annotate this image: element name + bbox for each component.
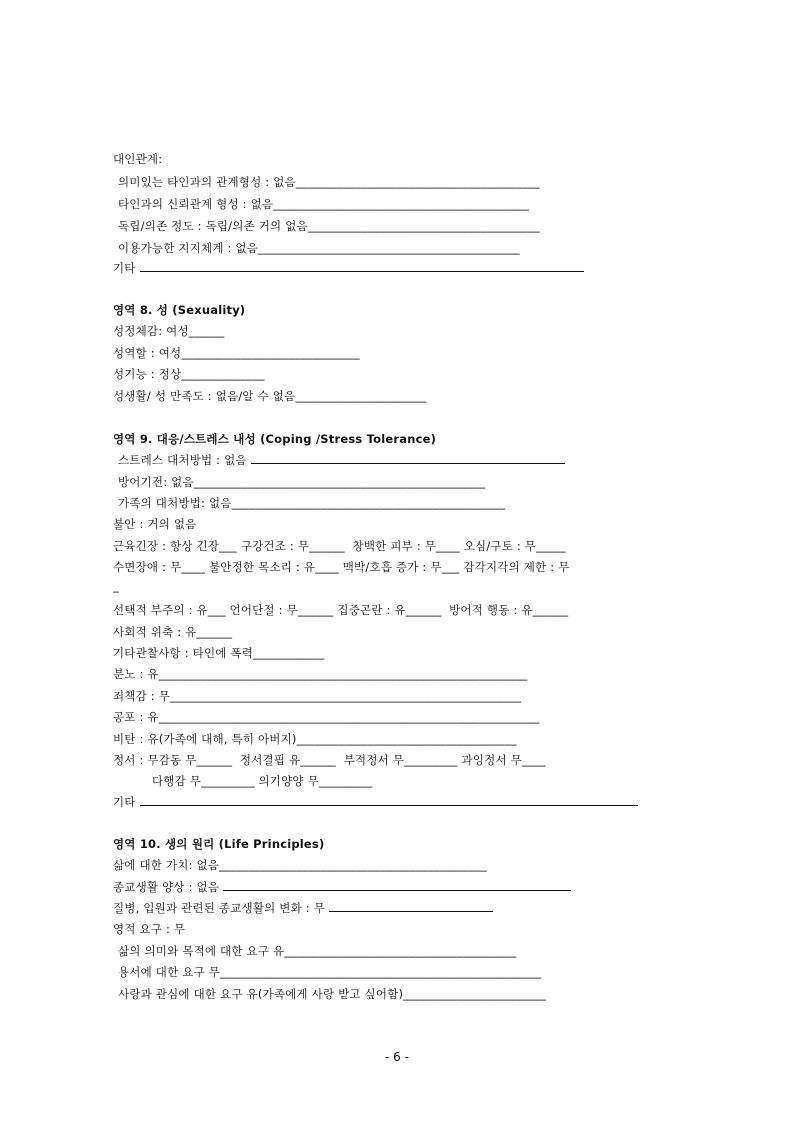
coping-stress bbox=[118, 452, 565, 468]
spiritual-need-item: 사랑과 관심에 대한 요구 유(가족에게 사랑 받고 싶어함)________________________ bbox=[118, 987, 546, 1001]
section-heading-10: 영역 10. 생의 원리 (Life Principles) bbox=[113, 837, 325, 851]
coping-line: 방어기전: 없음_________________________________________________ bbox=[118, 475, 486, 489]
coping-line: 근육긴장 : 항상 긴장___ 구강건조 : 무______ 창백한 피부 : 무____ 오심/구토 : 무_____ bbox=[113, 539, 566, 553]
coping-line: 선택적 부주의 : 유___ 언어단절 : 무______ 집중곤란 : 유______ 방어적 행동 : 유______ bbox=[113, 603, 569, 617]
blank-rule bbox=[140, 794, 638, 806]
interpersonal-line: 타인과의 신뢰관계 형성 : 없음___________________________________________ bbox=[118, 197, 530, 211]
coping-line: _ bbox=[113, 579, 119, 593]
other-label: 기타 bbox=[113, 795, 136, 809]
coping-line: 정서 : 무감동 무______ 정서결핍 유______ 부적정서 무_________ 과잉정서 무____ bbox=[113, 753, 546, 767]
coping-line: 수면장애 : 무____ 불안정한 목소리 : 유____ 맥박/호흡 증가 : 무___ 감각지각의 제한 : 무 bbox=[113, 560, 570, 574]
interpersonal-other bbox=[113, 260, 584, 276]
religious-life-line bbox=[113, 879, 571, 895]
life-value-line: 삶에 대한 가치: 없음_____________________________________________ bbox=[113, 858, 487, 872]
religious-change-line bbox=[113, 900, 493, 916]
section-heading-8: 영역 8. 성 (Sexuality) bbox=[113, 303, 246, 317]
coping-line: 죄책감 : 무___________________________________________________________ bbox=[113, 689, 522, 703]
spiritual-need-item: 삶의 의미와 목적에 대한 요구 유_______________________________________ bbox=[118, 944, 517, 958]
blank-rule bbox=[329, 900, 493, 912]
coping-line: 불안 : 거의 없음 bbox=[113, 517, 197, 531]
spiritual-need-item: 용서에 대한 요구 무______________________________________________________ bbox=[118, 965, 542, 979]
blank-rule bbox=[251, 452, 565, 464]
spiritual-needs-line: 영적 요구 : 무 bbox=[113, 922, 186, 936]
coping-line: 가족의 대처방법: 없음______________________________________________ bbox=[118, 496, 506, 510]
coping-line: 공포 : 유________________________________________________________________ bbox=[113, 710, 540, 724]
sexuality-line: 성역할 : 여성______________________________ bbox=[113, 346, 360, 360]
blank-rule bbox=[140, 260, 584, 272]
interpersonal-line: 의미있는 타인과의 관계형성 : 없음_________________________________________ bbox=[118, 175, 540, 189]
coping-other bbox=[113, 794, 638, 810]
sexuality-line: 성정체감: 여성______ bbox=[113, 324, 225, 338]
religious-change-label: 질병, 입원과 관련된 종교생활의 변화 : 무 bbox=[113, 901, 326, 915]
coping-line: 비탄 : 유(가족에 대해, 특히 아버지)_____________________________________ bbox=[113, 732, 517, 746]
sexuality-line: 성기능 : 정상______________ bbox=[113, 367, 265, 381]
coping-stress-label: 스트레스 대처방법 : 없음 bbox=[118, 453, 247, 467]
coping-line: 분노 : 유______________________________________________________________ bbox=[113, 667, 528, 681]
section-heading-9: 영역 9. 대응/스트레스 내성 (Coping /Stress Tolerance) bbox=[113, 432, 437, 446]
emotion-continued: 다행감 무_________ 의기양양 무_________ bbox=[152, 774, 373, 788]
page-number: - 6 - bbox=[385, 1050, 409, 1064]
coping-line: 기타관찰사항 : 타인에 폭력____________ bbox=[113, 646, 325, 660]
religious-life-label: 종교생활 양상 : 없음 bbox=[113, 880, 220, 894]
blank-rule bbox=[223, 879, 571, 891]
coping-line: 사회적 위축 : 유______ bbox=[113, 625, 233, 639]
interpersonal-line: 독립/의존 정도 : 독립/의존 거의 없음_______________________________________ bbox=[118, 219, 540, 233]
interpersonal-line: 이용가능한 지지체계 : 없음____________________________________________ bbox=[118, 241, 520, 255]
other-label: 기타 bbox=[113, 261, 136, 275]
sexuality-line: 성생활/ 성 만족도 : 없음/알 수 없음______________________ bbox=[113, 389, 427, 403]
interpersonal-title: 대인관계: bbox=[113, 152, 163, 166]
